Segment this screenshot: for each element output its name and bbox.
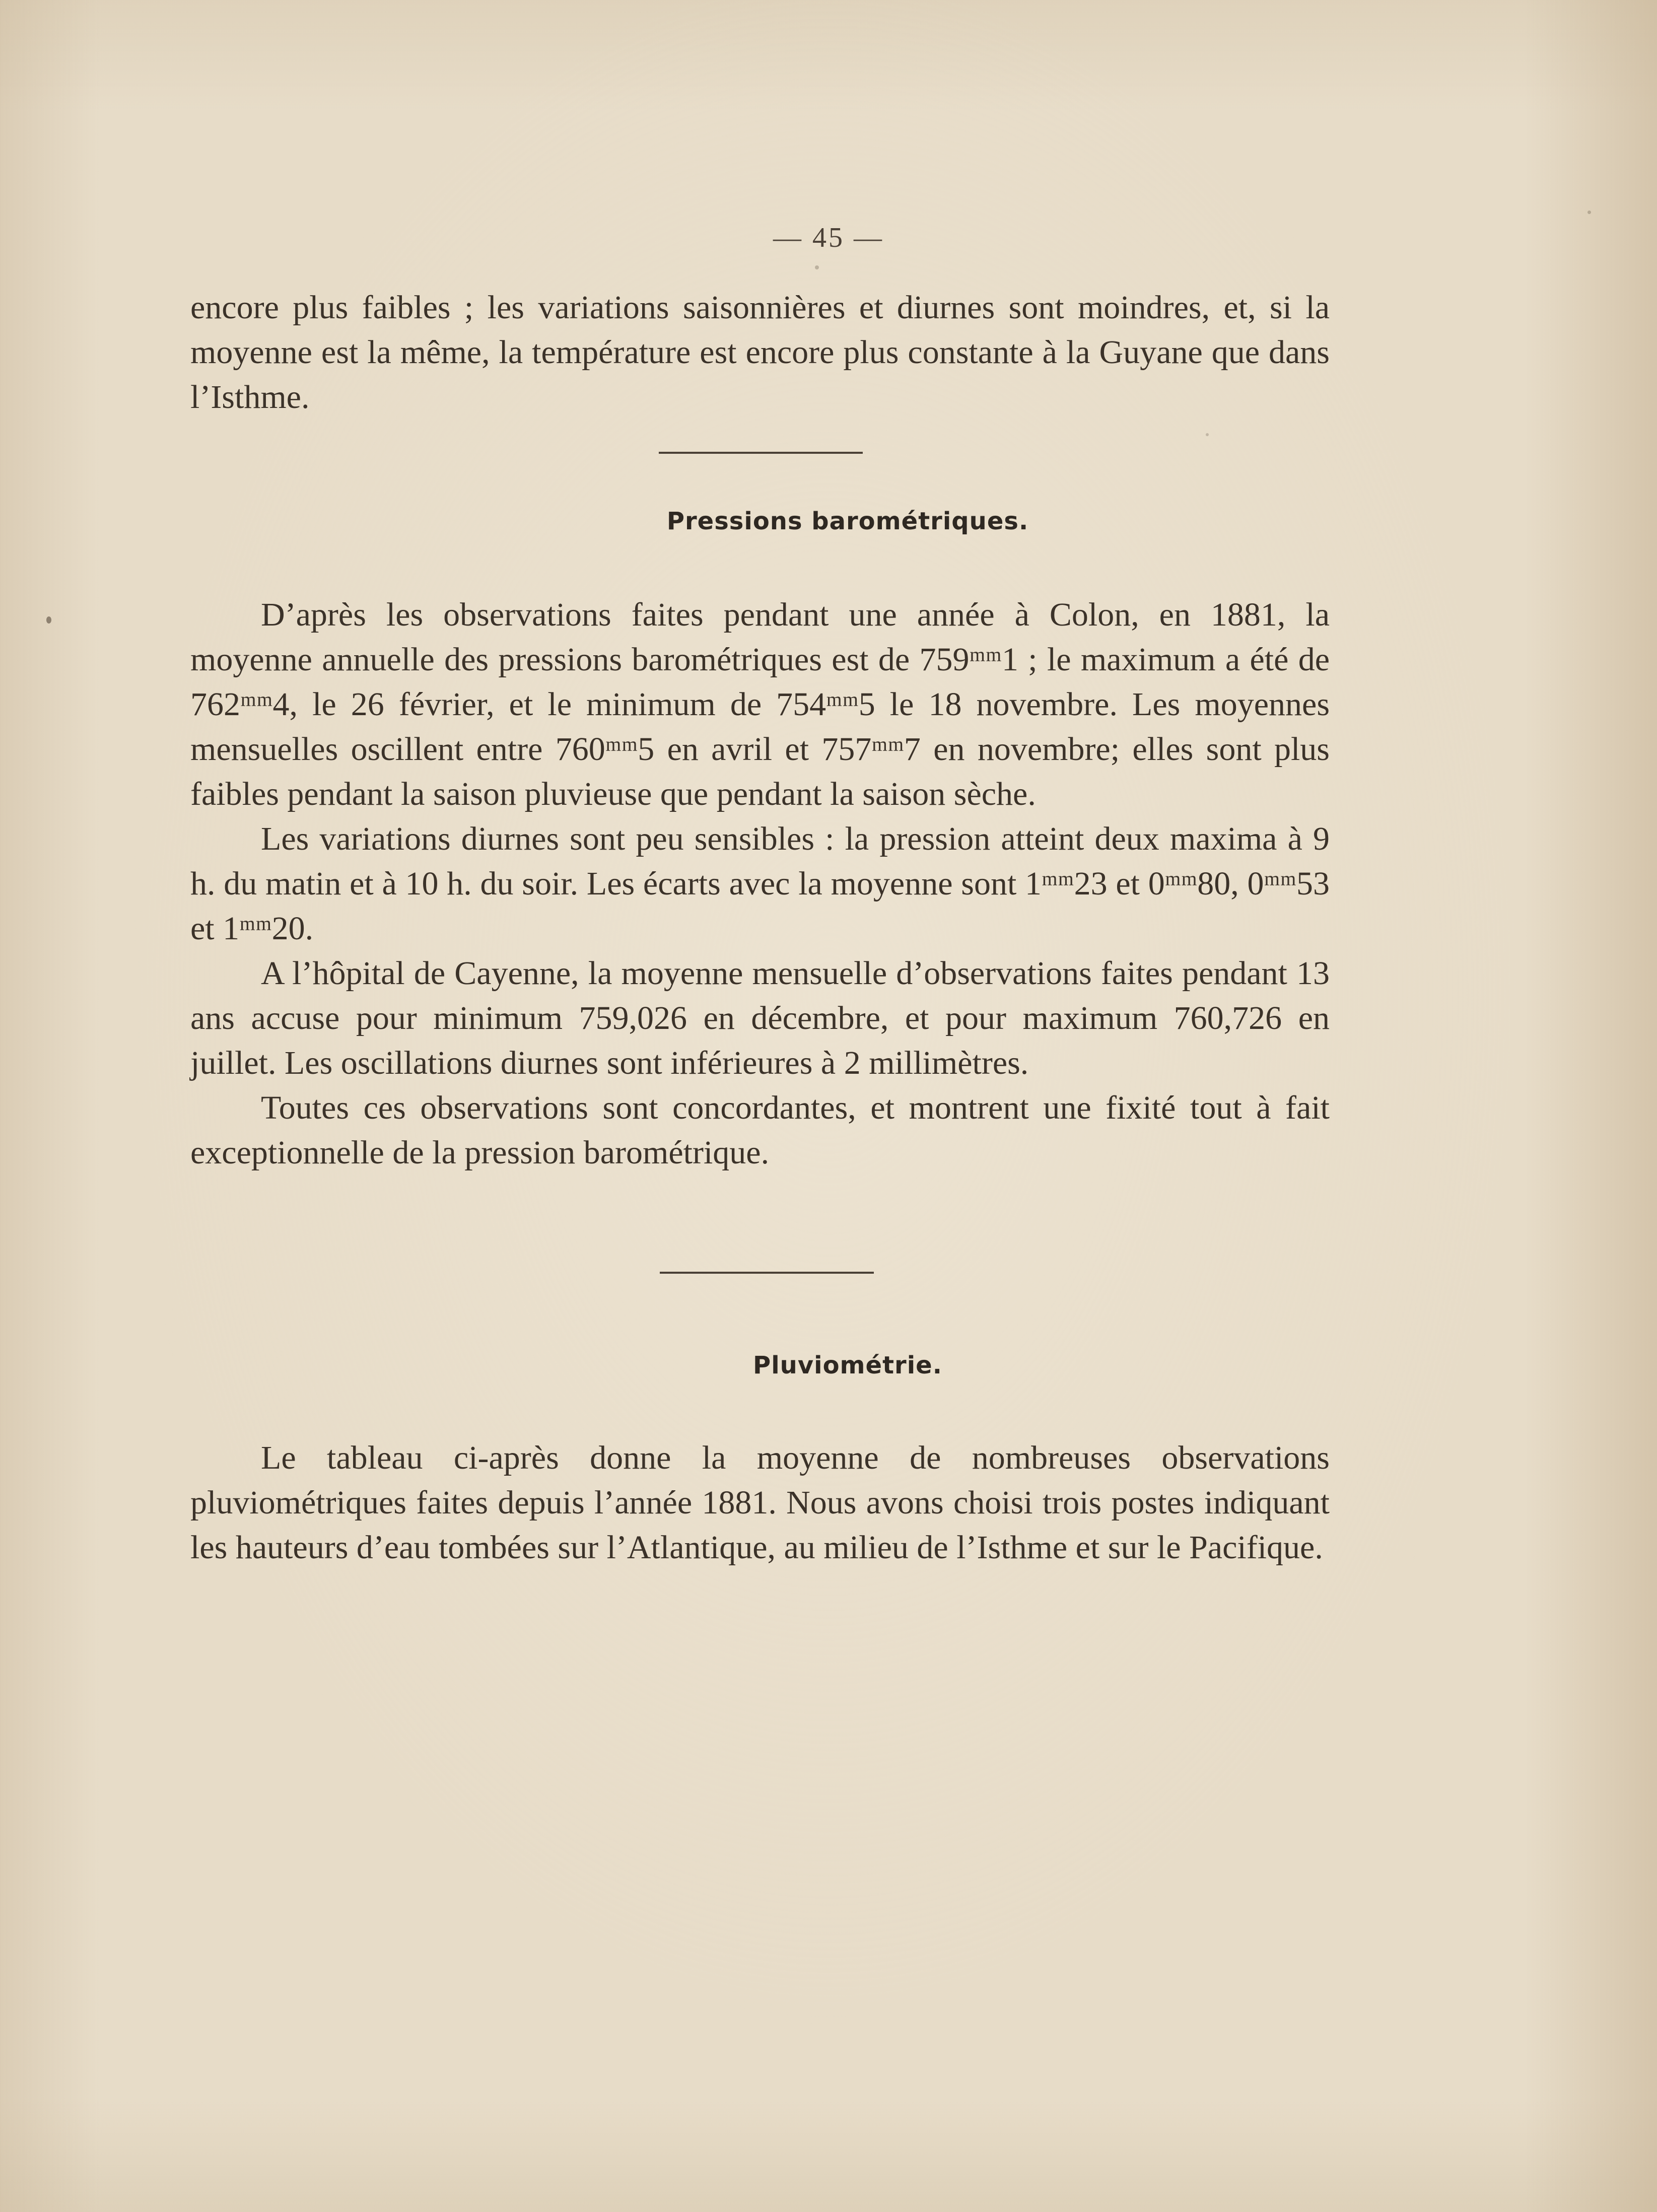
paper-speck: [1206, 433, 1209, 436]
intro-paragraph: encore plus faibles ; les variations saisonnières et diurnes sont moindres, et, si la moyenne est la même, la température est encore plus constante à la Guyane que dans l’Isthme.: [190, 289, 1330, 416]
paragraph-pluviometrie-1: Le tableau ci-après donne la moyenne de nombreuses observations pluviométriques faites depuis l’année 1881. Nous avons choisi trois postes indiquant les hauteurs d’eau tombées sur l’Atlantique, au milieu de l’Isthme et sur le Pacifique.: [190, 1439, 1330, 1566]
paragraph-pressions-4: Toutes ces observations sont concordantes, et montrent une fixité tout à fait exceptionnelle de la pression barométrique.: [190, 1089, 1330, 1171]
section-divider-1: [659, 452, 863, 454]
section-body-pressions: [190, 592, 1330, 1175]
page-number: — 45 —: [773, 222, 884, 253]
paper-speck: [46, 616, 51, 624]
intro-paragraph-block: [190, 285, 1330, 420]
section-divider-2: [660, 1272, 874, 1274]
section-heading-pressions: Pressions barométriques.: [666, 507, 1029, 535]
paragraph-pressions-3: A l’hôpital de Cayenne, la moyenne mensuelle d’observations faites pendant 13 ans accuse pour minimum 759,026 en décembre, et pour maximum 760,726 en juillet. Les oscillations diurnes sont inférieures à 2 millimètres.: [190, 955, 1330, 1081]
paragraph-pressions-1: D’après les observations faites pendant une année à Colon, en 1881, la moyenne annuelle des pressions barométriques est de 759ᵐᵐ1 ; le maximum a été de 762ᵐᵐ4, le 26 février, et le minimum de 754ᵐᵐ5 le 18 novembre. Les moyennes mensuelles oscillent entre 760ᵐᵐ5 en avril et 757ᵐᵐ7 en novembre; elles sont plus faibles pendant la saison pluvieuse que pendant la saison sèche.: [190, 596, 1330, 812]
section-heading-pluviometrie: Pluviométrie.: [753, 1351, 942, 1379]
section-body-pluviometrie: [190, 1435, 1330, 1570]
paper-speck: [815, 265, 819, 269]
paper-speck: [1587, 211, 1591, 214]
paragraph-pressions-2: Les variations diurnes sont peu sensibles : la pression atteint deux maxima à 9 h. du matin et à 10 h. du soir. Les écarts avec la moyenne sont 1ᵐᵐ23 et 0ᵐᵐ80, 0ᵐᵐ53 et 1ᵐᵐ20.: [190, 820, 1330, 947]
